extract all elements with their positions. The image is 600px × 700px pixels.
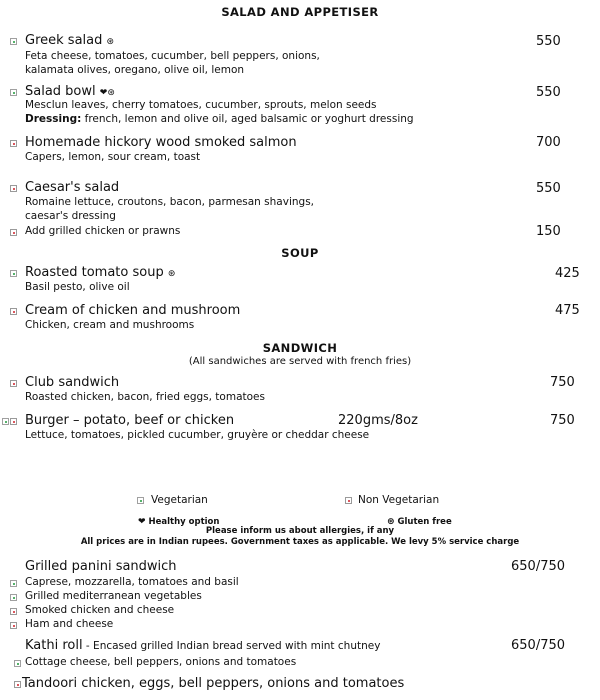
option-item: Grilled mediterranean vegetables xyxy=(25,590,202,602)
non-veg-icon xyxy=(345,497,352,504)
item-name: Kathi roll - Encased grilled Indian bread served with mint chutney xyxy=(25,638,381,653)
heart-icon: ❤ xyxy=(99,88,108,98)
item-weight: 220gms/8oz xyxy=(338,413,418,428)
veg-icon xyxy=(14,660,21,667)
option-item: Tandoori chicken, eggs, bell peppers, onions and tomatoes xyxy=(22,676,405,691)
veg-icon xyxy=(10,38,17,45)
item-desc: Feta cheese, tomatoes, cucumber, bell peppers, onions, xyxy=(25,50,320,62)
gluten-free-icon: ⊛ xyxy=(106,37,115,47)
heart-icon: ❤ xyxy=(138,517,146,527)
item-name: Roasted tomato soup ⊛ xyxy=(25,265,176,280)
item-desc: Capers, lemon, sour cream, toast xyxy=(25,151,201,163)
item-price: 425 xyxy=(555,266,580,281)
section-title-salad: SALAD AND APPETISER xyxy=(221,5,379,19)
option-item: Ham and cheese xyxy=(25,618,114,630)
non-veg-icon xyxy=(10,140,17,147)
option-item: Smoked chicken and cheese xyxy=(25,604,175,616)
non-veg-icon xyxy=(10,608,17,615)
item-price: 550 xyxy=(536,34,561,49)
non-veg-icon xyxy=(10,418,17,425)
item-price: 550 xyxy=(536,181,561,196)
veg-icon xyxy=(10,270,17,277)
dressing-label: Dressing: xyxy=(25,113,82,125)
item-price: 550 xyxy=(536,85,561,100)
addon-price: 150 xyxy=(536,224,561,239)
item-desc: Basil pesto, olive oil xyxy=(25,281,130,293)
option-item: Caprese, mozzarella, tomatoes and basil xyxy=(25,576,239,588)
veg-icon xyxy=(10,89,17,96)
item-name: Greek salad ⊛ xyxy=(25,33,115,48)
item-desc: Lettuce, tomatoes, pickled cucumber, gruyère or cheddar cheese xyxy=(25,429,370,441)
item-desc: Mesclun leaves, cherry tomatoes, cucumber, sprouts, melon seeds xyxy=(25,99,377,111)
item-desc: Roasted chicken, bacon, fried eggs, tomatoes xyxy=(25,391,265,403)
item-price: 750 xyxy=(550,413,575,428)
gluten-free-icon: ⊛ xyxy=(167,269,176,279)
legend-healthy: ❤ Healthy option xyxy=(138,517,220,527)
non-veg-icon xyxy=(10,185,17,192)
item-price: 650/750 xyxy=(511,559,566,574)
item-price: 750 xyxy=(550,375,575,390)
veg-icon xyxy=(137,497,144,504)
prices-note: All prices are in Indian rupees. Government taxes as applicable. We levy 5% service charge xyxy=(80,537,520,547)
item-price: 475 xyxy=(555,303,580,318)
item-name: Cream of chicken and mushroom xyxy=(25,303,241,318)
item-name: Club sandwich xyxy=(25,375,120,390)
item-name: Salad bowl ❤⊛ xyxy=(25,84,115,99)
section-title-sandwich: SANDWICH xyxy=(262,341,338,355)
section-note: (All sandwiches are served with french fries) xyxy=(188,356,412,367)
item-price: 700 xyxy=(536,135,561,150)
item-name: Homemade hickory wood smoked salmon xyxy=(25,135,297,150)
item-desc: Romaine lettuce, croutons, bacon, parmesan shavings, xyxy=(25,196,314,208)
non-veg-icon xyxy=(10,622,17,629)
addon-text: Add grilled chicken or prawns xyxy=(25,225,181,237)
non-veg-icon xyxy=(10,308,17,315)
item-name: Grilled panini sandwich xyxy=(25,559,177,574)
item-desc: caesar's dressing xyxy=(25,210,116,222)
legend-nonveg: Non Vegetarian xyxy=(358,494,440,506)
gluten-free-icon: ⊛ xyxy=(387,517,395,527)
item-desc: Chicken, cream and mushrooms xyxy=(25,319,195,331)
veg-icon xyxy=(2,418,9,425)
allergy-note: Please inform us about allergies, if any xyxy=(205,526,395,536)
non-veg-icon xyxy=(10,380,17,387)
item-price: 650/750 xyxy=(511,638,566,653)
section-title-soup: SOUP xyxy=(281,246,319,260)
gluten-free-icon: ⊛ xyxy=(107,88,115,98)
item-desc: Dressing: french, lemon and olive oil, aged balsamic or yoghurt dressing xyxy=(25,113,414,125)
item-name: Caesar's salad xyxy=(25,180,120,195)
veg-icon xyxy=(10,580,17,587)
non-veg-icon xyxy=(10,229,17,236)
veg-icon xyxy=(10,594,17,601)
item-desc: kalamata olives, oregano, olive oil, lemon xyxy=(25,64,245,76)
item-name: Burger – potato, beef or chicken xyxy=(25,413,235,428)
legend-veg: Vegetarian xyxy=(151,494,208,506)
non-veg-icon xyxy=(14,681,21,688)
option-item: Cottage cheese, bell peppers, onions and tomatoes xyxy=(25,656,297,668)
legend-gluten: ⊛ Gluten free xyxy=(387,517,452,527)
